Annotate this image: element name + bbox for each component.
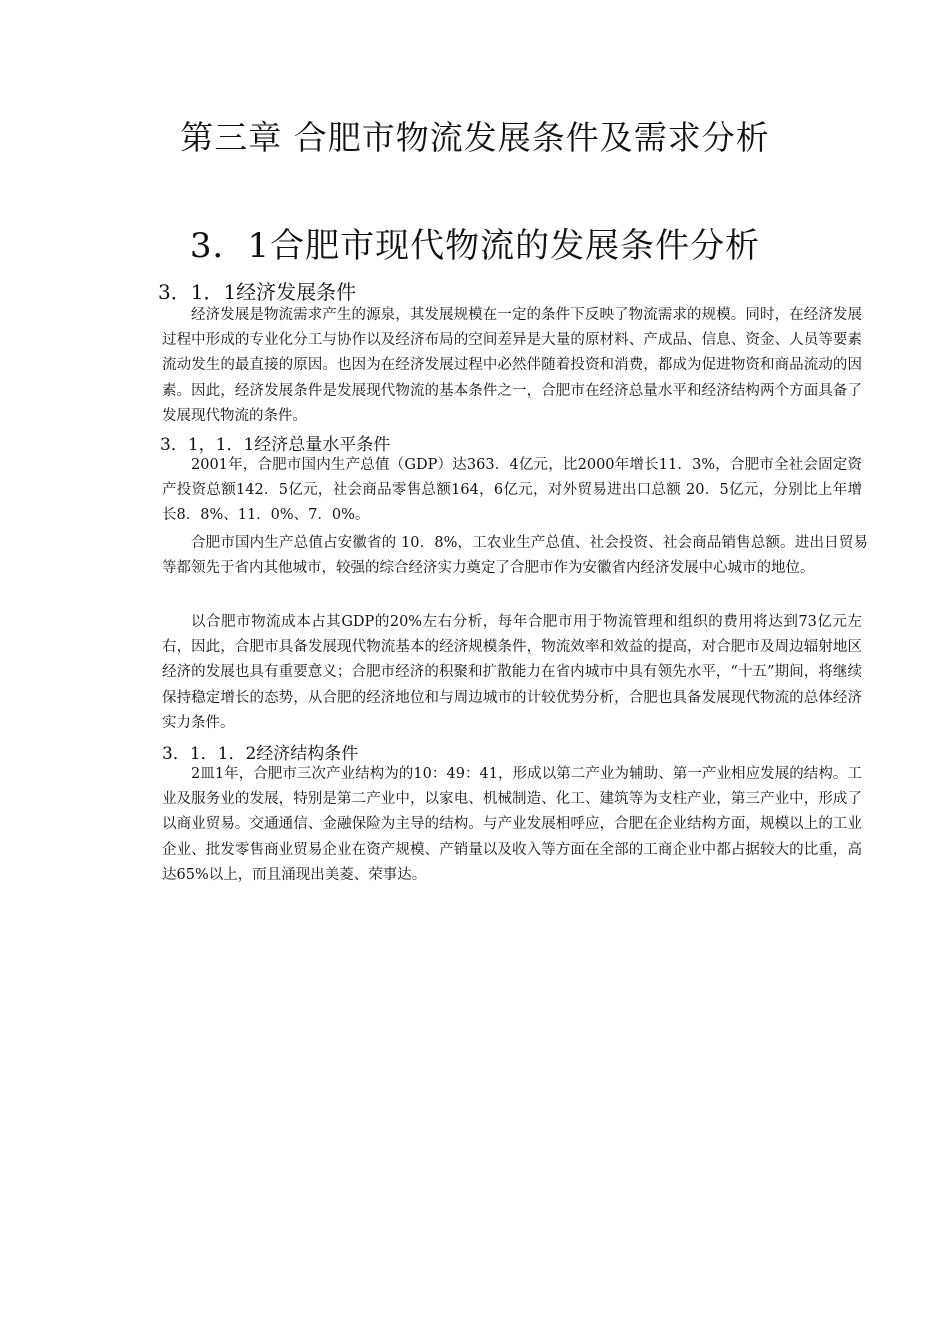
subsection-heading-economic-development: 3．1．1经济发展条件 [158,280,357,304]
paragraph-gdp-share-anhui: 合肥市国内生产总值占安徽省的 10．8%，工农业生产总值、社会投资、社会商品销售总额。进出日贸易等都领先于省内其他城市，较强的综合经济实力奠定了合肥市作为安徽省内经济发展中心城市的地位。 [162,535,868,577]
paragraph-economic-development: 经济发展是物流需求产生的源泉，其发展规模在一定的条件下反映了物流需求的规模。同时，在经济发展过程中形成的专业化分工与协作以及经济布局的空间差异是大量的原材料、产成品、信息、资金、人员等要素流动发生的最直接的原因。也因为在经济发展过程中必然伴随着投资和消费，都成为促进物资和商品流动的因素。因此，经济发展条件是发展现代物流的基本条件之一，合肥市在经济总量水平和经济结构两个方面具备了发展现代物流的条件。 [162,307,862,424]
paragraph-logistics-cost: 以合肥市物流成本占其GDP的20%左右分析，每年合肥市用于物流管理和组织的费用将达到73亿元左右，因此，合肥市具备发展现代物流基本的经济规模条件，物流效率和效益的提高，对合肥市及周边辐射地区经济的发展也具有重要意义；合肥市经济的积聚和扩散能力在省内城市中具有领先水平，“十五”期间，将继续保持稳定增长的态势，从合肥的经济地位和与周边城市的计较优势分析，合肥也具备发展现代物流的总体经济实力条件。 [162,614,862,731]
chapter-title: 第三章 合肥市物流发展条件及需求分析 [180,118,770,157]
paragraph-gdp-2001: 2001年，合肥市国内生产总值（GDP）达363．4亿元，比2000年增长11．3%，合肥市全社会固定资产投资总额142．5亿元，社会商品零售总额164，6亿元，对外贸易进出口总额 20．5亿元，分别比上年增长8．8%、11．0%、7．0%。 [162,457,862,524]
subsection-heading-economic-total: 3．1，1．1经济总量水平条件 [160,435,391,455]
subsection-heading-economic-structure: 3．1．1．2经济结构条件 [162,744,359,764]
paragraph-industrial-structure: 2皿1年，合肥市三次产业结构为的10：49：41，形成以第二产业为辅助、第一产业相应发展的结构。工业及服务业的发展，特别是第二产业中，以家电、机械制造、化工、建筑等为支柱产业，第三产业中，形成了以商业贸易。交通通信、金融保险为主导的结构。与产业发展相呼应，合肥在企业结构方面，规模以上的工业企业、批发零售商业贸易企业在资产规模、产销量以及收入等方面在全部的工商企业中都占据较大的比重，高达65%以上，而且涌现出美菱、荣事达。 [162,766,862,883]
section-title: 3．1合肥市现代物流的发展条件分析 [189,226,761,266]
